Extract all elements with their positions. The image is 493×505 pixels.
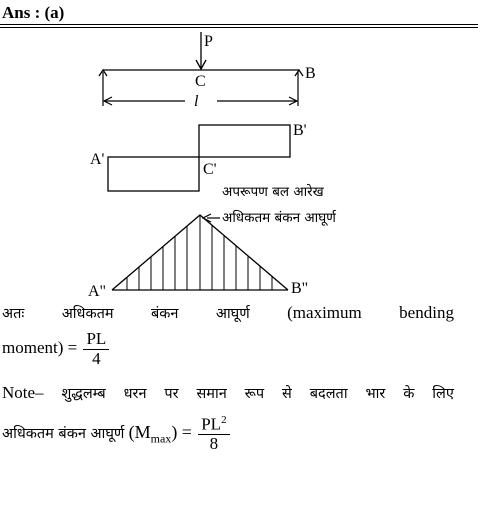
sfd-c-label: C' [203, 161, 217, 178]
load-label: P [204, 33, 213, 50]
point-c-label: C [195, 73, 206, 90]
sfd-caption: अपरूपण बल आरेख [222, 184, 324, 200]
answer-label: Ans : (a) [2, 3, 65, 22]
sfd-b-label: B' [293, 122, 307, 139]
note-line [2, 383, 454, 403]
mmax-equation [2, 414, 454, 454]
bmd-b-label: B" [291, 280, 309, 297]
word: लिए [432, 386, 454, 402]
fraction-pl-4 [83, 330, 109, 368]
word: आघूर्ण [215, 306, 250, 322]
moment-equation [2, 330, 454, 368]
bmd-a-label: A" [88, 283, 107, 300]
support-b-mark [295, 70, 303, 76]
word: bending [399, 303, 454, 322]
fraction-denominator: 4 [92, 348, 101, 368]
span-label: l [194, 93, 199, 110]
sfd-a-label: A' [90, 151, 105, 168]
word: अधिकतम [61, 306, 114, 322]
word: बंकन [150, 306, 179, 322]
word: से [282, 386, 292, 402]
sfd-negative-block [108, 157, 199, 191]
moment-prefix: moment) = [2, 338, 78, 358]
sfd-positive-block [199, 125, 290, 157]
word: धरन [123, 386, 147, 402]
word: पर [164, 386, 179, 402]
bmd-hatching [127, 215, 272, 290]
point-b-label: B [305, 65, 316, 82]
word: रूप [244, 386, 265, 402]
fraction-denominator: 8 [209, 434, 219, 454]
note-label: Note– [2, 383, 44, 402]
word: (maximum [287, 303, 362, 322]
word: समान [196, 386, 227, 402]
mmax-close: ) = [171, 421, 192, 442]
mmax-hindi-label: अधिकतम बंकन आघूर्ण [2, 425, 125, 442]
mmax-subscript: max [150, 431, 172, 446]
word: अतः [2, 306, 25, 322]
numerator-superscript: 2 [221, 414, 227, 426]
fraction-numerator: PL [83, 330, 109, 350]
word: के [403, 386, 415, 402]
text-line-1 [2, 303, 454, 323]
word: शुद्धलम्ब [61, 386, 106, 402]
word: भार [365, 386, 386, 402]
fraction-pl2-8 [198, 414, 229, 454]
mmax-open: (M [128, 421, 151, 442]
numerator-text: PL [201, 414, 222, 434]
bmd-caption: अधिकतम बंकन आघूर्ण [222, 210, 336, 226]
word: बदलता [309, 386, 348, 402]
fraction-numerator [198, 414, 229, 435]
